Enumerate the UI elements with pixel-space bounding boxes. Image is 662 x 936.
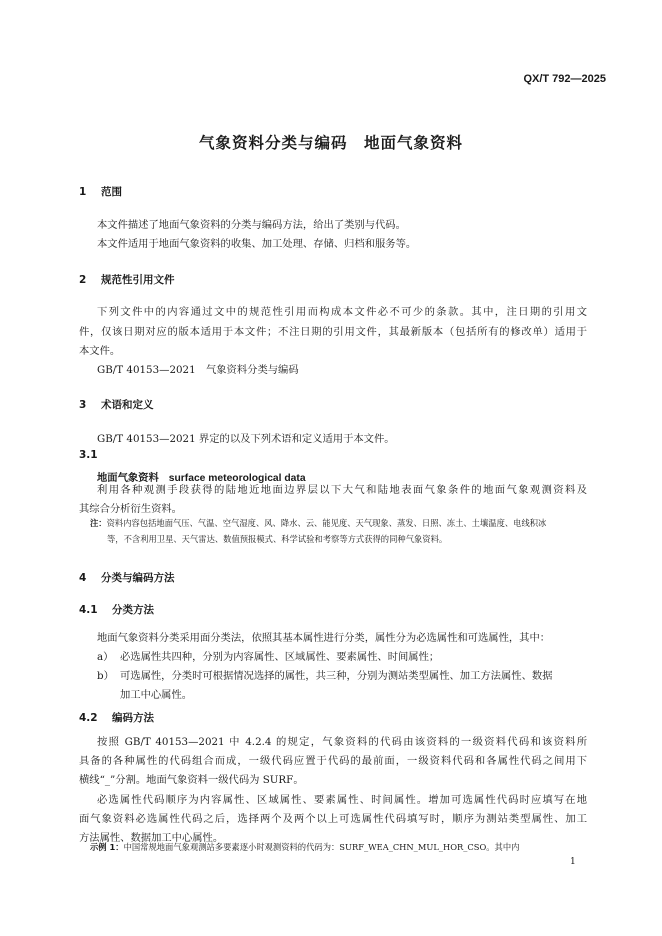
term-number: 3.1	[79, 449, 98, 461]
list-item-continuation: 加工中心属性。	[120, 689, 193, 701]
paragraph-line: 方法属性、数据加工中心属性。	[79, 832, 224, 844]
section-4-heading	[79, 570, 175, 585]
section-title: 分类与编码方法	[101, 572, 175, 584]
paragraph: 地面气象资料分类采用面分类法，依照其基本属性进行分类，属性分为必选属性和可选属性，其中：	[97, 632, 551, 644]
subsection-number: 4.1	[79, 604, 98, 616]
subsection-title: 编码方法	[112, 712, 154, 724]
subsection-title: 分类方法	[112, 604, 154, 616]
list-item	[97, 666, 552, 686]
subsection-4-2-heading	[79, 710, 154, 725]
section-3-heading	[79, 397, 154, 412]
document-title: 气象资料分类与编码 地面气象资料	[198, 134, 463, 152]
example-label: 示例 1：	[90, 842, 124, 852]
page-number: 1	[570, 857, 576, 867]
list-item	[97, 647, 439, 667]
example	[90, 840, 587, 856]
section-number: 3	[79, 399, 87, 411]
list-marker: a）	[97, 651, 114, 663]
section-title: 术语和定义	[101, 399, 154, 411]
definition-line: 其综合分析衍生资料。	[79, 503, 182, 515]
subsection-number: 4.2	[79, 712, 98, 724]
paragraph-line: 面气象资料必选属性代码之后，选择两个及两个以上可选属性代码填写时，顺序为测站类型属性、加工	[79, 813, 587, 825]
paragraph-line: 下列文件中的内容通过文中的规范性引用而构成本文件必不可少的条款。其中，注日期的引用文	[97, 306, 587, 318]
section-number: 4	[79, 572, 87, 584]
section-number: 1	[79, 186, 87, 198]
subsection-4-1-heading	[79, 602, 154, 617]
paragraph: 本文件适用于地面气象资料的收集、加工处理、存储、归档和服务等。	[97, 238, 417, 250]
note	[90, 516, 587, 532]
term-chinese: 地面气象资料	[97, 472, 159, 484]
list-marker: b）	[97, 670, 114, 682]
note-line: 等，不含利用卫星、天气雷达、数值预报模式、科学试验和考察等方式获得的同种气象资料。	[107, 534, 448, 544]
list-item-text: 可选属性，分类时可根据情况选择的属性，共三种，分别为测站类型属性、加工方法属性、数据	[120, 670, 553, 682]
normative-reference: GB/T 40153—2021 气象资料分类与编码	[97, 364, 299, 376]
note-line: 资料内容包括地面气压、气温、空气湿度、风、降水、云、能见度、天气现象、蒸发、日照、冻土、土壤温度、电线积冰	[106, 518, 547, 528]
standard-code: QX/T 792—2025	[523, 73, 606, 85]
paragraph-line: 本文件。	[79, 345, 121, 357]
paragraph-line: 必选属性代码顺序为内容属性、区域属性、要素属性、时间属性。增加可选属性代码时应填写在地	[97, 794, 587, 806]
example-text: 中国常规地面气象观测站多要素逐小时观测资料的代码为：SURF_WEA_CHN_MUL_HOR_CSO。其中内	[123, 842, 520, 852]
definition-line: 利用各种观测手段获得的陆地近地面边界层以下大气和陆地表面气象条件的地面气象观测资料及	[97, 484, 587, 496]
paragraph-line: 具备的各种属性的代码组合而成，一级代码应置于代码的最前面，一级资料代码和各属性代码之间用下	[79, 755, 587, 767]
paragraph-line: 件，仅该日期对应的版本适用于本文件；不注日期的引用文件，其最新版本（包括所有的修改单）适用于	[79, 326, 587, 338]
paragraph-line: 横线“_”分割。地面气象资料一级代码为 SURF。	[79, 774, 304, 786]
term-english: surface meteorological data	[168, 473, 306, 484]
section-title: 规范性引用文件	[101, 274, 175, 286]
section-title: 范围	[101, 186, 122, 198]
section-number: 2	[79, 274, 87, 286]
paragraph-line: 按照 GB/T 40153—2021 中 4.2.4 的规定，气象资料的代码由该资料的一级资料代码和该资料所	[97, 736, 587, 748]
note-label: 注：	[90, 518, 107, 528]
section-1-heading	[79, 184, 122, 199]
section-2-heading	[79, 272, 175, 287]
paragraph: 本文件描述了地面气象资料的分类与编码方法，给出了类别与代码。	[97, 219, 406, 231]
list-item-text: 必选属性共四种，分别为内容属性、区域属性、要素属性、时间属性；	[120, 651, 440, 663]
paragraph: GB/T 40153—2021 界定的以及下列术语和定义适用于本文件。	[97, 433, 395, 445]
